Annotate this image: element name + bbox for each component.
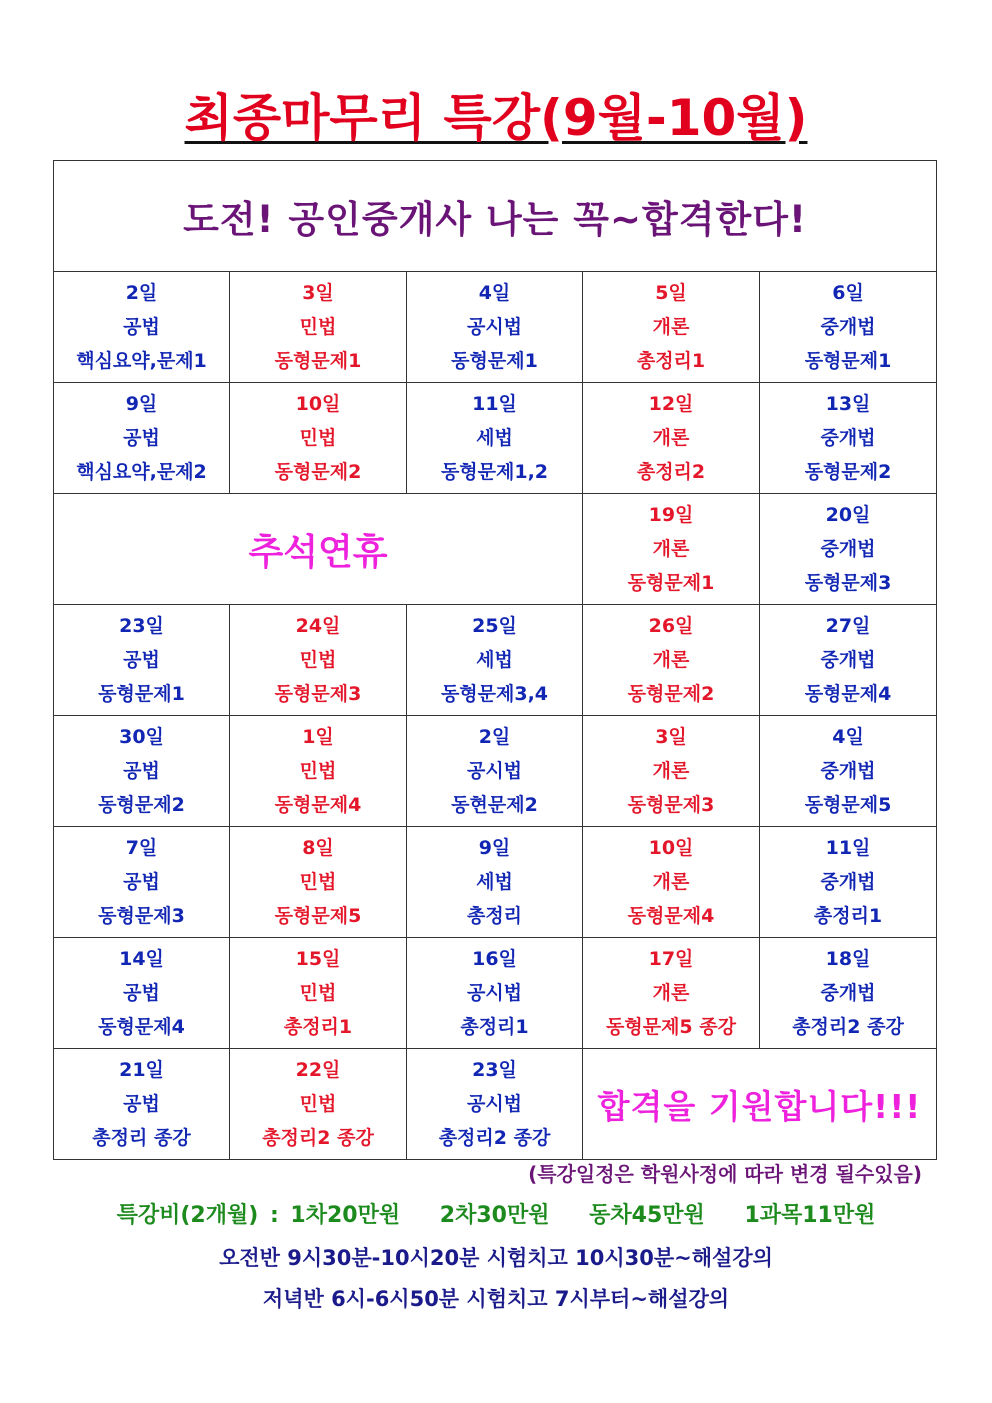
cell-day: 26일	[648, 615, 694, 637]
cell-subject: 민법	[299, 649, 337, 671]
cell-subject: 개론	[652, 427, 690, 449]
cell-subject: 민법	[299, 427, 337, 449]
cell-day: 9일	[478, 837, 511, 859]
schedule-cell	[760, 605, 937, 716]
fee-second: 2차30만원	[439, 1203, 550, 1228]
table-row	[54, 716, 937, 827]
cell-topic: 동형문제3	[98, 905, 185, 927]
cell-subject: 중개법	[820, 760, 876, 782]
table-row	[54, 383, 937, 494]
cell-day: 16일	[472, 948, 517, 970]
schedule-cell	[583, 494, 760, 605]
cell-topic: 동형문제3	[627, 794, 715, 816]
cell-topic: 총정리2	[636, 461, 706, 483]
schedule-cell	[54, 938, 230, 1049]
cell-subject: 공법	[123, 649, 160, 671]
cell-day: 2일	[478, 726, 511, 748]
cell-subject: 중개법	[820, 538, 876, 560]
schedule-cell	[230, 716, 407, 827]
cell-subject: 개론	[652, 649, 690, 671]
schedule-cell	[230, 605, 407, 716]
fee-line	[0, 1198, 992, 1229]
schedule-cell	[760, 383, 937, 494]
cell-day: 23일	[119, 615, 164, 637]
schedule-cell	[54, 1049, 230, 1160]
cell-topic: 동형문제4	[804, 683, 892, 705]
cell-topic: 동형문제3	[274, 683, 362, 705]
cell-day: 14일	[119, 948, 164, 970]
cell-topic: 동현문제2	[451, 794, 538, 816]
cell-subject: 중개법	[820, 982, 876, 1004]
schedule-cell	[407, 938, 583, 1049]
schedule-cell	[760, 827, 937, 938]
cell-topic: 동형문제1	[274, 350, 362, 372]
cell-topic: 동형문제2	[804, 461, 892, 483]
cell-topic: 동형문제1	[451, 350, 538, 372]
cell-topic: 총정리	[466, 905, 523, 927]
cell-subject: 세법	[476, 649, 513, 671]
cell-day: 11일	[825, 837, 871, 859]
schedule-cell	[230, 827, 407, 938]
cell-topic: 핵심요약,문제1	[76, 350, 207, 372]
cell-day: 2일	[125, 282, 158, 304]
schedule-cell	[583, 716, 760, 827]
cell-topic: 동형문제5	[274, 905, 362, 927]
cell-day: 17일	[648, 948, 694, 970]
cell-subject: 공시법	[466, 760, 523, 782]
schedule-cell	[407, 272, 583, 383]
schedule-cell	[407, 383, 583, 494]
page-title: 최종마무리 특강(9월-10월)	[184, 89, 808, 147]
cell-subject: 중개법	[820, 316, 876, 338]
table-row	[54, 272, 937, 383]
cell-day: 4일	[832, 726, 864, 748]
cell-topic: 총정리 종강	[92, 1127, 191, 1149]
cell-subject: 민법	[299, 871, 337, 893]
cell-day: 3일	[302, 282, 334, 304]
cell-subject: 민법	[299, 1093, 337, 1115]
cell-day: 18일	[825, 948, 871, 970]
cell-day: 6일	[832, 282, 864, 304]
cell-topic: 동형문제2	[274, 461, 362, 483]
holiday-label: 추석연휴	[248, 531, 388, 573]
cell-subject: 중개법	[820, 427, 876, 449]
schedule-cell	[407, 827, 583, 938]
cell-subject: 공법	[123, 982, 160, 1004]
cell-day: 21일	[119, 1059, 164, 1081]
schedule-cell	[54, 827, 230, 938]
schedule-cell	[583, 383, 760, 494]
cell-day: 12일	[648, 393, 694, 415]
cell-subject: 개론	[652, 760, 690, 782]
cell-topic: 총정리1	[460, 1016, 529, 1038]
cell-subject: 개론	[652, 538, 690, 560]
wish-label: 합격을 기원합니다!!!	[597, 1086, 922, 1126]
cell-subject: 민법	[299, 982, 337, 1004]
cell-topic: 동형문제2	[98, 794, 185, 816]
cell-subject: 공법	[123, 760, 160, 782]
schedule-cell	[230, 272, 407, 383]
cell-day: 9일	[125, 393, 158, 415]
cell-topic: 총정리1	[636, 350, 706, 372]
schedule-cell	[54, 605, 230, 716]
schedule-cell	[230, 383, 407, 494]
fee-single: 1과목11만원	[744, 1203, 876, 1228]
cell-topic: 동형문제5 종강	[606, 1016, 736, 1038]
schedule-cell	[760, 272, 937, 383]
schedule-cell	[760, 494, 937, 605]
cell-subject: 민법	[299, 316, 337, 338]
cell-topic: 총정리2 종강	[438, 1127, 551, 1149]
schedule-cell	[407, 716, 583, 827]
cell-subject: 중개법	[820, 649, 876, 671]
cell-day: 7일	[125, 837, 158, 859]
cell-topic: 동형문제1	[804, 350, 892, 372]
schedule-cell	[407, 1049, 583, 1160]
schedule-cell	[760, 716, 937, 827]
cell-day: 5일	[655, 282, 687, 304]
cell-day: 15일	[295, 948, 341, 970]
schedule-cell	[54, 716, 230, 827]
wish-cell	[583, 1049, 937, 1160]
cell-topic: 총정리1	[813, 905, 883, 927]
cell-subject: 민법	[299, 760, 337, 782]
cell-topic: 동형문제4	[98, 1016, 185, 1038]
cell-day: 30일	[119, 726, 164, 748]
cell-topic: 총정리2 종강	[262, 1127, 374, 1149]
cell-topic: 총정리2 종강	[792, 1016, 904, 1038]
cell-subject: 공법	[123, 316, 160, 338]
cell-day: 4일	[478, 282, 511, 304]
cell-topic: 동형문제2	[627, 683, 715, 705]
schedule-cell	[583, 827, 760, 938]
cell-topic: 동형문제1,2	[440, 461, 549, 483]
cell-day: 25일	[472, 615, 517, 637]
cell-day: 11일	[472, 393, 517, 415]
cell-topic: 동형문제4	[274, 794, 362, 816]
cell-topic: 동형문제3	[804, 572, 892, 594]
schedule-cell	[407, 605, 583, 716]
cell-topic: 동형문제4	[627, 905, 715, 927]
cell-topic: 동형문제1	[627, 572, 715, 594]
banner-cell	[54, 161, 937, 272]
cell-day: 3일	[655, 726, 687, 748]
schedule-cell	[54, 383, 230, 494]
cell-subject: 공법	[123, 1093, 160, 1115]
cell-day: 8일	[302, 837, 334, 859]
cell-day: 20일	[825, 504, 871, 526]
fee-same: 동차45만원	[589, 1203, 705, 1228]
schedule-cell	[230, 938, 407, 1049]
morning-class: 오전반 9시30분-10시20분 시험치고 10시30분~해설강의	[219, 1246, 773, 1270]
schedule-cell	[583, 938, 760, 1049]
cell-day: 24일	[295, 615, 341, 637]
cell-day: 1일	[302, 726, 334, 748]
cell-day: 22일	[295, 1059, 341, 1081]
table-row	[54, 494, 937, 605]
cell-topic: 동형문제3,4	[440, 683, 549, 705]
cell-subject: 개론	[652, 316, 690, 338]
cell-day: 27일	[825, 615, 871, 637]
cell-topic: 동형문제5	[804, 794, 892, 816]
cell-topic: 동형문제1	[98, 683, 185, 705]
cell-subject: 공시법	[466, 982, 523, 1004]
cell-day: 19일	[648, 504, 694, 526]
table-row	[54, 605, 937, 716]
evening-class: 저녁반 6시-6시50분 시험치고 7시부터~해설강의	[262, 1287, 730, 1311]
schedule-cell	[760, 938, 937, 1049]
banner-text: 도전! 공인중개사 나는 꼭~합격한다!	[183, 198, 807, 241]
schedule-table	[53, 160, 937, 1160]
table-row	[54, 827, 937, 938]
schedule-note: (특강일정은 학원사정에 따라 변경 될수있음)	[528, 1162, 922, 1186]
cell-topic: 핵심요약,문제2	[76, 461, 207, 483]
cell-subject: 공시법	[466, 1093, 523, 1115]
table-row	[54, 938, 937, 1049]
cell-day: 10일	[295, 393, 341, 415]
cell-subject: 개론	[652, 871, 690, 893]
fee-first: 특강비(2개월) : 1차20만원	[116, 1203, 401, 1228]
cell-subject: 공시법	[466, 316, 523, 338]
schedule-cell	[230, 1049, 407, 1160]
schedule-cell	[583, 605, 760, 716]
cell-subject: 개론	[652, 982, 690, 1004]
cell-day: 13일	[825, 393, 871, 415]
cell-subject: 중개법	[820, 871, 876, 893]
cell-day: 23일	[472, 1059, 517, 1081]
schedule-cell	[583, 272, 760, 383]
cell-topic: 총정리1	[283, 1016, 353, 1038]
cell-day: 10일	[648, 837, 694, 859]
cell-subject: 세법	[476, 427, 513, 449]
cell-subject: 공법	[123, 427, 160, 449]
cell-subject: 공법	[123, 871, 160, 893]
schedule-cell	[54, 272, 230, 383]
cell-subject: 세법	[476, 871, 513, 893]
holiday-cell	[54, 494, 583, 605]
table-row	[54, 1049, 937, 1160]
